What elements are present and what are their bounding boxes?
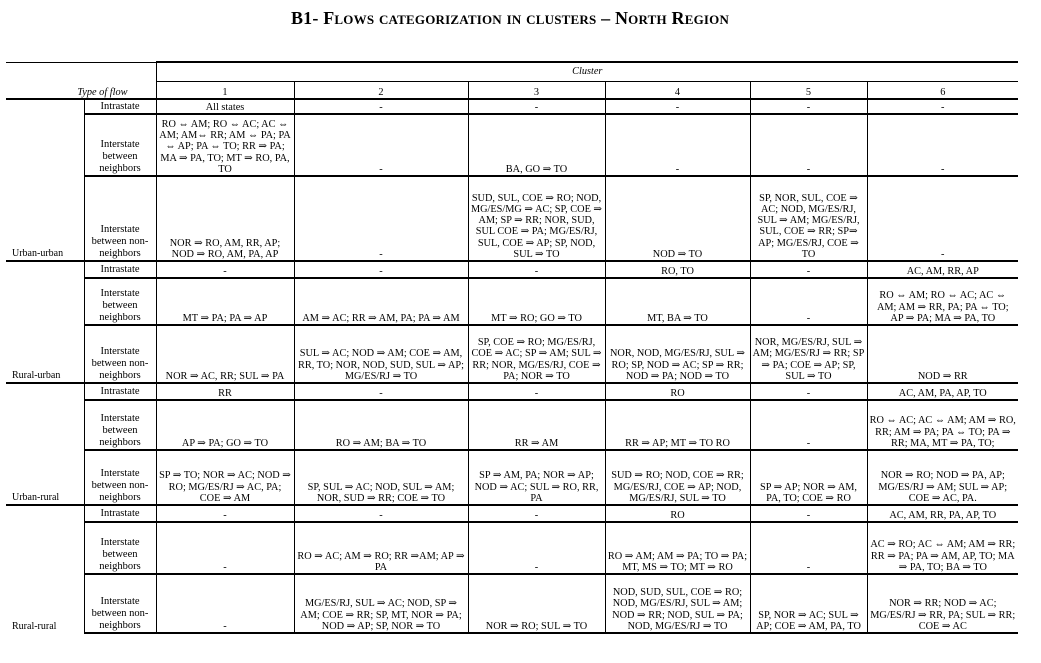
flow-type-label: Interstate between non-neighbors <box>84 176 156 261</box>
cluster-6-cell: RO ⇔ AM; RO ⇔ AC; AC ⇔ AM; AM ⇒ RR, PA; PA ⇔ TO; AP ⇒ PA; MA ⇒ PA, TO <box>867 278 1018 325</box>
cluster-col-2: 2 <box>294 82 468 100</box>
flow-type-label: Interstate between neighbors <box>84 114 156 176</box>
cluster-5-cell: - <box>750 261 867 278</box>
table-row <box>6 176 1018 261</box>
cluster-4-cell: RO <box>605 383 750 400</box>
cluster-5-cell: - <box>750 505 867 522</box>
cluster-6-cell: AC, AM, RR, AP <box>867 261 1018 278</box>
cluster-4-cell: - <box>605 114 750 176</box>
cluster-3-cell: NOR ⇒ RO; SUL ⇒ TO <box>468 574 605 633</box>
cluster-1-cell: - <box>156 261 294 278</box>
cluster-4-cell: SUD ⇒ RO; NOD, COE ⇒ RR; MG/ES/RJ, COE ⇒ AP; NOD, MG/ES/RJ, SUL ⇒ TO <box>605 450 750 505</box>
cluster-6-cell: - <box>867 99 1018 114</box>
table-row <box>6 450 1018 505</box>
table-row <box>6 400 1018 450</box>
cluster-5-cell: - <box>750 99 867 114</box>
cluster-2-cell: - <box>294 383 468 400</box>
cluster-1-cell: NOR ⇒ RO, AM, RR, AP; NOD ⇒ RO, AM, PA, AP <box>156 176 294 261</box>
cluster-5-cell: SP ⇒ AP; NOR ⇒ AM, PA, TO; COE ⇒ RO <box>750 450 867 505</box>
cluster-4-cell: MT, BA ⇒ TO <box>605 278 750 325</box>
cluster-6-cell: AC ⇒ RO; AC ⇔ AM; AM ⇒ RR; RR ⇒ PA; PA ⇒ AM, AP, TO; MA ⇒ PA, TO; BA ⇒ TO <box>867 522 1018 574</box>
flow-group-label: Urban-urban <box>6 99 84 261</box>
cluster-1-cell: NOR ⇒ AC, RR; SUL ⇒ PA <box>156 325 294 383</box>
table-row <box>6 99 1018 114</box>
cluster-4-cell: RO, TO <box>605 261 750 278</box>
cluster-1-cell: MT ⇒ PA; PA ⇒ AP <box>156 278 294 325</box>
cluster-2-cell: MG/ES/RJ, SUL ⇒ AC; NOD, SP ⇒ AM; COE ⇒ RR; SP, MT, NOR ⇒ PA; NOD ⇒ AP; SP, NOR ⇒ TO <box>294 574 468 633</box>
cluster-5-cell: - <box>750 114 867 176</box>
cluster-6-cell: NOR ⇒ RR; NOD ⇒ AC; MG/ES/RJ ⇒ RR, PA; SUL ⇒ RR; COE ⇒ AC <box>867 574 1018 633</box>
cluster-5-cell: - <box>750 400 867 450</box>
cluster-6-cell: NOR ⇒ RO; NOD ⇒ PA, AP; MG/ES/RJ ⇒ AM; SUL ⇒ AP; COE ⇒ AC, PA. <box>867 450 1018 505</box>
cluster-3-cell: RR ⇒ AM <box>468 400 605 450</box>
flow-group-label: Urban-rural <box>6 383 84 505</box>
cluster-6-cell: - <box>867 176 1018 261</box>
cluster-4-cell: RR ⇒ AP; MT ⇒ TO RO <box>605 400 750 450</box>
cluster-1-cell: AP ⇒ PA; GO ⇒ TO <box>156 400 294 450</box>
cluster-2-cell: - <box>294 176 468 261</box>
cluster-1-cell: All states <box>156 99 294 114</box>
flow-type-label: Interstate between neighbors <box>84 278 156 325</box>
cluster-3-cell: MT ⇒ RO; GO ⇒ TO <box>468 278 605 325</box>
header-row-numbers <box>6 82 1018 100</box>
cluster-3-cell: SP ⇒ AM, PA; NOR ⇒ AP; NOD ⇒ AC; SUL ⇒ RO, RR, PA <box>468 450 605 505</box>
cluster-5-cell: SP, NOR, SUL, COE ⇒ AC; NOD, MG/ES/RJ, SUL ⇒ AM; MG/ES/RJ, SUL, COE ⇒ RR; SP⇒ AP; MG/ES/RJ, COE ⇒ TO <box>750 176 867 261</box>
cluster-1-cell: - <box>156 574 294 633</box>
cluster-2-cell: SUL ⇒ AC; NOD ⇒ AM; COE ⇒ AM, RR, TO; NOR, NOD, SUD, SUL ⇒ AP; MG/ES/RJ ⇒ TO <box>294 325 468 383</box>
flow-type-label: Intrastate <box>84 99 156 114</box>
table-row <box>6 325 1018 383</box>
cluster-6-cell: AC, AM, RR, PA, AP, TO <box>867 505 1018 522</box>
cluster-1-cell: - <box>156 505 294 522</box>
cluster-col-3: 3 <box>468 82 605 100</box>
flow-type-label: Interstate between neighbors <box>84 522 156 574</box>
cluster-4-cell: NOD, SUD, SUL, COE ⇒ RO; NOD, MG/ES/RJ, SUL ⇒ AM; NOD ⇒ RR; NOD, SUL ⇒ PA; NOD, MG/ES/RJ ⇒ TO <box>605 574 750 633</box>
cluster-col-6: 6 <box>867 82 1018 100</box>
cluster-2-cell: - <box>294 261 468 278</box>
cluster-2-cell: - <box>294 99 468 114</box>
table-row <box>6 261 1018 278</box>
cluster-6-cell: RO ⇔ AC; AC ⇔ AM; AM ⇒ RO, RR; AM ⇒ PA; PA ⇔ TO; PA ⇒ RR; MA, MT ⇒ PA, TO; <box>867 400 1018 450</box>
table-row <box>6 278 1018 325</box>
cluster-4-cell: - <box>605 99 750 114</box>
cluster-2-cell: RO ⇒ AC; AM ⇒ RO; RR ⇒AM; AP ⇒ PA <box>294 522 468 574</box>
page-title: B1- Flows categorization in clusters – North Region <box>290 8 730 28</box>
cluster-5-cell: - <box>750 383 867 400</box>
cluster-3-cell: - <box>468 522 605 574</box>
flow-type-label: Intrastate <box>84 383 156 400</box>
cluster-3-cell: - <box>468 505 605 522</box>
cluster-3-cell: - <box>468 99 605 114</box>
cluster-3-cell: SP, COE ⇒ RO; MG/ES/RJ, COE ⇒ AC; SP ⇒ AM; SUL ⇒ RR; NOR, MG/ES/RJ, COE ⇒ PA; NOR ⇒ TO <box>468 325 605 383</box>
cluster-1-cell: RO ⇔ AM; RO ⇔ AC; AC ⇔ AM; AM⇔ RR; AM ⇔ PA; PA ⇔ AP; PA ⇔ TO; RR ⇒ PA; MA ⇒ PA, TO; MT ⇒ RO, PA, TO <box>156 114 294 176</box>
cluster-col-4: 4 <box>605 82 750 100</box>
cluster-4-cell: NOD ⇒ TO <box>605 176 750 261</box>
flows-table-container <box>6 61 1018 634</box>
cluster-6-cell: AC, AM, PA, AP, TO <box>867 383 1018 400</box>
cluster-3-cell: BA, GO ⇒ TO <box>468 114 605 176</box>
cluster-2-cell: RO ⇒ AM; BA ⇒ TO <box>294 400 468 450</box>
cluster-5-cell: SP, NOR ⇒ AC; SUL ⇒ AP; COE ⇒ AM, PA, TO <box>750 574 867 633</box>
table-row <box>6 522 1018 574</box>
cluster-col-5: 5 <box>750 82 867 100</box>
cluster-5-cell: - <box>750 278 867 325</box>
flow-type-label: Intrastate <box>84 261 156 278</box>
table-row <box>6 383 1018 400</box>
flows-table <box>6 61 1018 634</box>
cluster-1-cell: RR <box>156 383 294 400</box>
flow-type-label: Intrastate <box>84 505 156 522</box>
type-of-flow-header: Type of flow <box>6 82 156 100</box>
cluster-3-cell: - <box>468 383 605 400</box>
cluster-header: Cluster <box>156 62 1018 82</box>
cluster-2-cell: - <box>294 505 468 522</box>
flow-type-label: Interstate between non-neighbors <box>84 325 156 383</box>
cluster-4-cell: RO <box>605 505 750 522</box>
cluster-3-cell: - <box>468 261 605 278</box>
flow-type-label: Interstate between non-neighbors <box>84 574 156 633</box>
cluster-4-cell: RO ⇒ AM; AM ⇒ PA; TO ⇒ PA; MT, MS ⇒ TO; MT ⇒ RO <box>605 522 750 574</box>
cluster-3-cell: SUD, SUL, COE ⇒ RO; NOD, MG/ES/MG ⇒ AC; SP, COE ⇒ AM; SP ⇒ RR; NOR, SUD, SUL COE ⇒ PA; MG/ES/RJ, SUL, COE ⇒ AP; SP, NOD, SUL ⇒ TO <box>468 176 605 261</box>
cluster-6-cell: NOD ⇒ RR <box>867 325 1018 383</box>
cluster-1-cell: SP ⇒ TO; NOR ⇒ AC; NOD ⇒ RO; MG/ES/RJ ⇒ AC, PA; COE ⇒ AM <box>156 450 294 505</box>
table-row <box>6 505 1018 522</box>
table-row <box>6 114 1018 176</box>
header-row-cluster <box>6 62 1018 82</box>
flow-type-label: Interstate between non-neighbors <box>84 450 156 505</box>
cluster-5-cell: NOR, MG/ES/RJ, SUL ⇒ AM; MG/ES/RJ ⇒ RR; SP ⇒ PA; COE ⇒ AP; SP, SUL ⇒ TO <box>750 325 867 383</box>
cluster-4-cell: NOR, NOD, MG/ES/RJ, SUL ⇒ RO; SP, NOD ⇒ AC; SP ⇒ RR; NOD ⇒ PA; NOD ⇒ TO <box>605 325 750 383</box>
flow-type-label: Interstate between neighbors <box>84 400 156 450</box>
cluster-2-cell: SP, SUL ⇒ AC; NOD, SUL ⇒ AM; NOR, SUD ⇒ RR; COE ⇒ TO <box>294 450 468 505</box>
flow-group-label: Rural-rural <box>6 505 84 633</box>
cluster-6-cell: - <box>867 114 1018 176</box>
cluster-2-cell: - <box>294 114 468 176</box>
cluster-2-cell: AM ⇒ AC; RR ⇒ AM, PA; PA ⇒ AM <box>294 278 468 325</box>
cluster-5-cell: - <box>750 522 867 574</box>
cluster-col-1: 1 <box>156 82 294 100</box>
table-row <box>6 574 1018 633</box>
flow-group-label: Rural-urban <box>6 261 84 383</box>
cluster-1-cell: - <box>156 522 294 574</box>
